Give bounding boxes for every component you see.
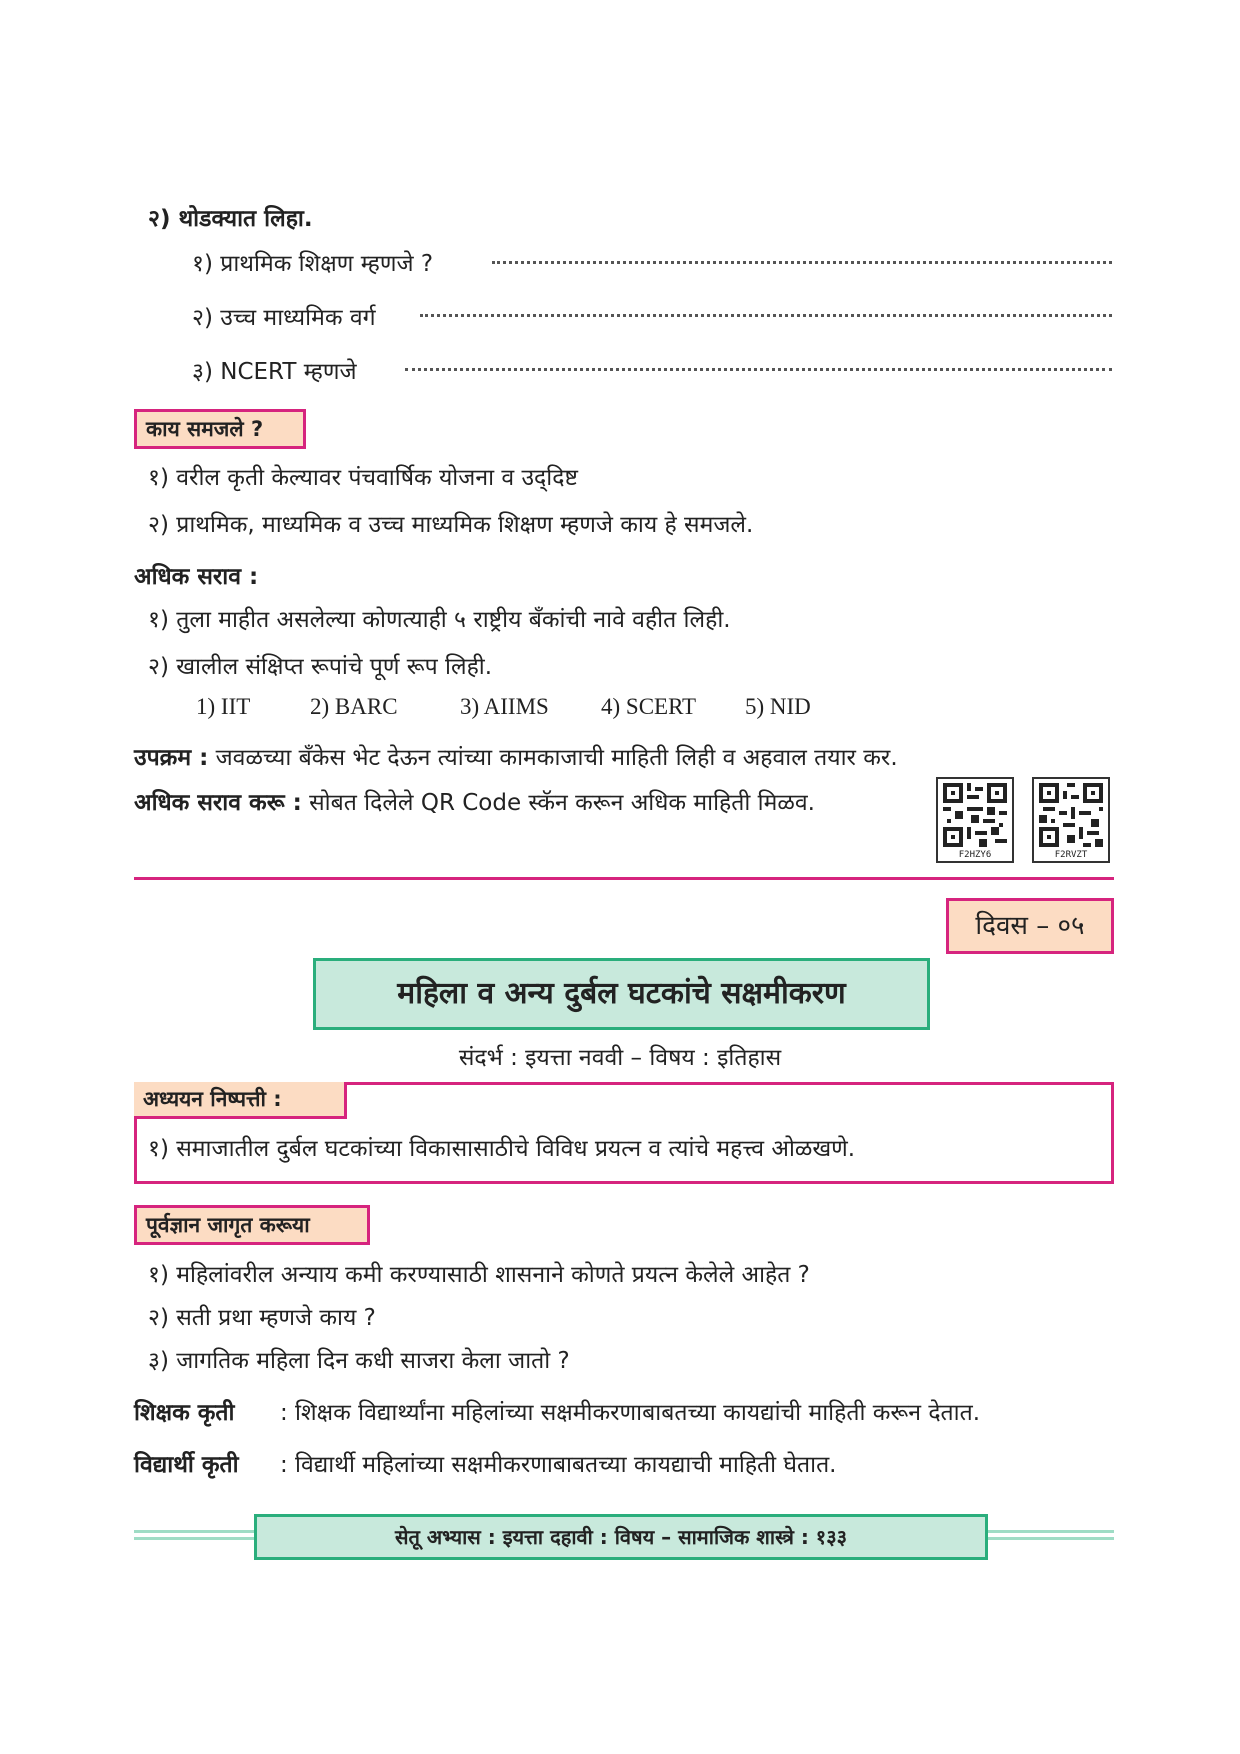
reference-line: संदर्भ : इयत्ता नववी – विषय : इतिहास — [458, 1045, 782, 1071]
footer-rule-right — [988, 1530, 1114, 1533]
activity-label: उपक्रम : — [134, 745, 209, 771]
qr-pattern-icon — [943, 783, 1007, 847]
footer-rule-left — [134, 1530, 254, 1533]
list-item: २) खालील संक्षिप्त रूपांचे पूर्ण रूप लिही. — [148, 654, 493, 680]
outcome-text: १) समाजातील दुर्बल घटकांच्या विकासासाठीचे विविध प्रयत्न व त्यांचे महत्त्व ओळखणे. — [148, 1136, 856, 1162]
answer-line[interactable] — [492, 261, 1112, 264]
list-item: २) प्राथमिक, माध्यमिक व उच्च माध्यमिक शिक्षण म्हणजे काय हे समजले. — [148, 512, 754, 538]
more-practice-label: अधिक सराव करू : — [134, 790, 302, 816]
question-item: ३) NCERT म्हणजे — [192, 359, 357, 385]
teacher-activity-label: शिक्षक कृती — [134, 1400, 235, 1426]
list-item: ३) जागतिक महिला दिन कधी साजरा केला जातो ? — [148, 1348, 570, 1374]
abbreviation: 1) IIT — [196, 694, 251, 719]
qr-pattern-icon — [1039, 783, 1103, 847]
more-practice-line — [134, 788, 815, 818]
page-footer: सेतू अभ्यास : इयत्ता दहावी : विषय – सामाजिक शास्त्रे : १३३ — [254, 1514, 988, 1560]
footer-rule-right — [988, 1537, 1114, 1540]
student-activity-text: : विद्यार्थी महिलांच्या सक्षमीकरणाबाबतच्या कायद्याची माहिती घेतात. — [280, 1452, 837, 1478]
abbreviation: 3) AIIMS — [460, 694, 549, 719]
abbreviation: 2) BARC — [310, 694, 398, 719]
answer-line[interactable] — [405, 368, 1112, 371]
qr-code-label: F2RVZT — [1054, 850, 1088, 860]
student-activity-label: विद्यार्थी कृती — [134, 1452, 239, 1478]
list-item: २) सती प्रथा म्हणजे काय ? — [148, 1305, 376, 1331]
prior-knowledge-label: पूर्वज्ञान जागृत करूया — [134, 1205, 370, 1245]
teacher-activity-text: : शिक्षक विद्यार्थ्यांना महिलांच्या सक्षमीकरणाबाबतच्या कायद्यांची माहिती करून देतात. — [280, 1400, 981, 1426]
qr-code-label: F2HZY6 — [958, 850, 992, 860]
activity-text: जवळच्या बँकेस भेट देऊन त्यांच्या कामकाजाची माहिती लिही व अहवाल तयार कर. — [215, 745, 898, 771]
activity-line — [134, 743, 898, 773]
abbreviation: 4) SCERT — [601, 694, 697, 719]
qr-code[interactable] — [936, 777, 1014, 863]
day-badge: दिवस – ०५ — [946, 898, 1114, 954]
question-item: २) उच्च माध्यमिक वर्ग — [192, 305, 376, 331]
outcomes-label: अध्ययन निष्पत्ती : — [134, 1082, 347, 1119]
section-divider — [134, 877, 1114, 880]
section-heading: २) थोडक्यात लिहा. — [148, 206, 313, 232]
list-item: १) वरील कृती केल्यावर पंचवार्षिक योजना व उद्‌दिष्ट — [148, 465, 578, 491]
answer-line[interactable] — [420, 314, 1112, 317]
understood-label: काय समजले ? — [134, 409, 306, 449]
qr-code[interactable] — [1032, 777, 1110, 863]
list-item: १) तुला माहीत असलेल्या कोणत्याही ५ राष्ट्रीय बँकांची नावे वहीत लिही. — [148, 607, 731, 633]
question-item: १) प्राथमिक शिक्षण म्हणजे ? — [192, 251, 434, 277]
more-practice-text: सोबत दिलेले QR Code स्कॅन करून अधिक माहिती मिळव. — [309, 790, 815, 816]
abbreviation: 5) NID — [745, 694, 811, 719]
list-item: १) महिलांवरील अन्याय कमी करण्यासाठी शासनाने कोणते प्रयत्न केलेले आहेत ? — [148, 1262, 810, 1288]
footer-rule-left — [134, 1537, 254, 1540]
practice-label: अधिक सराव : — [134, 564, 259, 590]
lesson-title: महिला व अन्य दुर्बल घटकांचे सक्षमीकरण — [313, 958, 930, 1030]
